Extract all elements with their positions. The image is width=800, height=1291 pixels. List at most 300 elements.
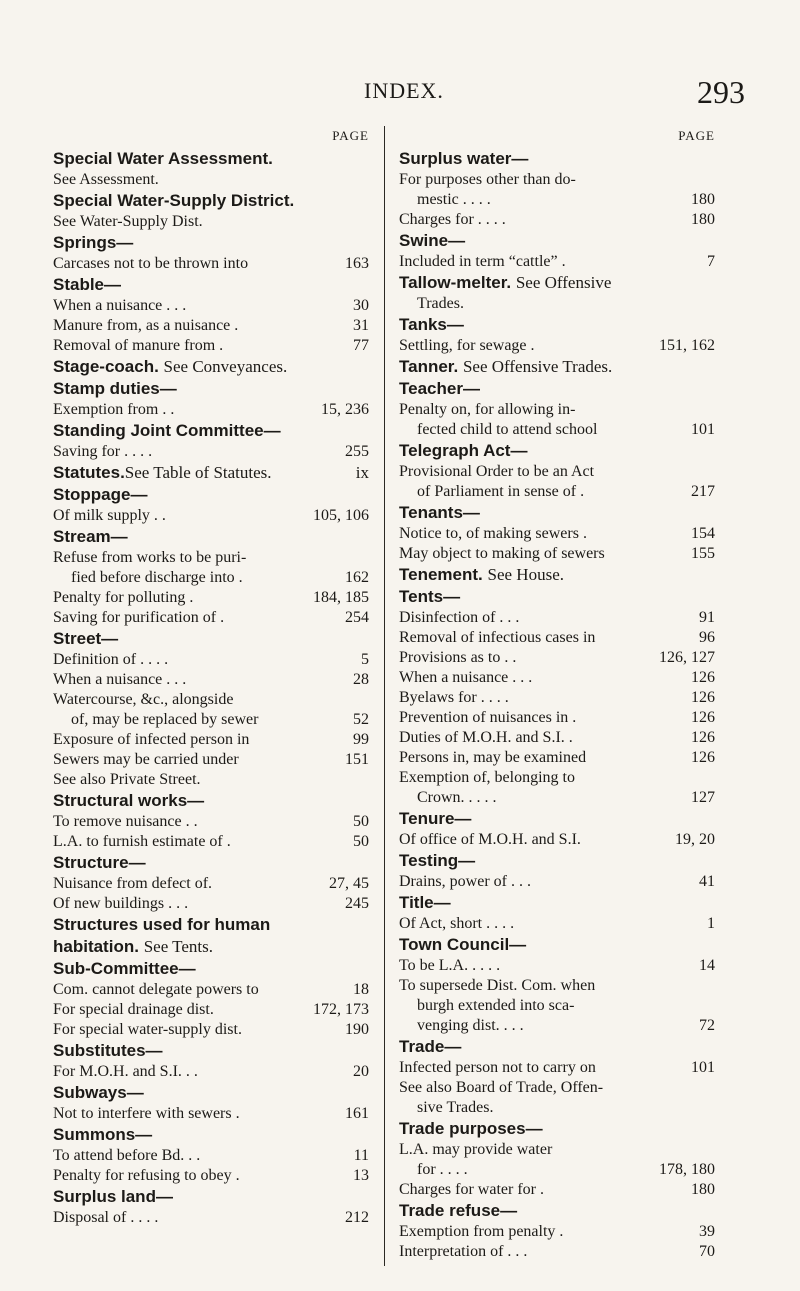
index-entry <box>53 526 369 628</box>
subentry-text: Watercourse, &c., alongside <box>53 691 234 708</box>
subentry-line <box>53 832 369 852</box>
entry-heading <box>53 852 369 874</box>
subentry-page-ref: 126 <box>691 669 715 686</box>
subentry-line <box>53 812 369 832</box>
subentry-page-ref: 180 <box>691 211 715 228</box>
subentry-text: See also Board of Trade, Offen- <box>399 1079 604 1096</box>
subentry-line <box>399 210 715 230</box>
subentry-text: When a nuisance . . . <box>399 669 533 686</box>
entry-heading <box>53 790 369 812</box>
subentry-line <box>53 1020 369 1040</box>
subentry-page-ref: 15, 236 <box>321 401 369 418</box>
subentry-page-ref: 28 <box>353 671 369 688</box>
subentry-line <box>399 336 715 356</box>
entry-heading-text: habitation. <box>53 937 139 956</box>
subentry-page-ref: 154 <box>691 525 715 542</box>
entry-heading-text: Tallow-melter. <box>399 273 512 292</box>
subentry-text: See Assessment. <box>53 171 159 188</box>
entry-heading <box>53 1040 369 1062</box>
index-entry <box>53 190 369 232</box>
entry-heading <box>399 892 715 914</box>
subentry-page-ref: 14 <box>699 957 715 974</box>
index-entry <box>53 378 369 420</box>
subentry-text: For special drainage dist. <box>53 1001 214 1018</box>
entry-heading <box>399 934 715 956</box>
subentry-text: May object to making of sewers <box>399 545 605 562</box>
subentry-text: Of milk supply . . <box>53 507 166 524</box>
subentry-page-ref: 126 <box>691 729 715 746</box>
entry-heading-text: Stoppage— <box>53 485 148 504</box>
entry-heading-text: Surplus water— <box>399 149 529 168</box>
subentry-page-ref: 163 <box>345 255 369 272</box>
subentry-page-ref: 155 <box>691 545 715 562</box>
subentry-line <box>53 442 369 462</box>
index-entry <box>399 230 715 272</box>
entry-heading <box>53 378 369 400</box>
subentry-text: fected child to attend school <box>417 421 598 438</box>
index-entry <box>399 850 715 892</box>
subentry-page-ref: 96 <box>699 629 715 646</box>
index-entry <box>53 790 369 852</box>
index-entry <box>53 1186 369 1228</box>
subentry-line <box>399 1058 715 1078</box>
subentry-page-ref: 180 <box>691 191 715 208</box>
index-entry <box>399 314 715 356</box>
subentry-line <box>53 980 369 1000</box>
subentry-line <box>399 872 715 892</box>
entry-heading-text: Tanks— <box>399 315 464 334</box>
entry-heading-text: Tenure— <box>399 809 472 828</box>
entry-heading-text: Telegraph Act— <box>399 441 528 460</box>
subentry-text: Notice to, of making sewers . <box>399 525 587 542</box>
subentry-page-ref: 5 <box>361 651 369 668</box>
subentry-line <box>399 956 715 976</box>
subentry-text: Exposure of infected person in <box>53 731 250 748</box>
index-entry <box>399 892 715 934</box>
entry-heading-text: Substitutes— <box>53 1041 163 1060</box>
entry-heading-text: Stable— <box>53 275 122 294</box>
subentry-line <box>399 628 715 648</box>
subentry-line <box>399 1242 715 1262</box>
subentry-text: Com. cannot delegate powers to <box>53 981 259 998</box>
subentry-line <box>399 1098 715 1118</box>
entry-heading <box>53 1082 369 1104</box>
entry-heading <box>53 420 369 442</box>
entry-heading <box>53 914 369 936</box>
subentry-text: Of office of M.O.H. and S.I. <box>399 831 581 848</box>
index-entry <box>399 1036 715 1118</box>
entry-heading-text: Swine— <box>399 231 466 250</box>
subentry-page-ref: 19, 20 <box>675 831 715 848</box>
subentry-page-ref: 13 <box>353 1167 369 1184</box>
subentry-line <box>53 750 369 770</box>
subentry-line <box>53 770 369 790</box>
entry-heading <box>399 1200 715 1222</box>
entry-heading-text: Stamp duties— <box>53 379 177 398</box>
entry-heading <box>399 502 715 524</box>
subentry-line <box>399 544 715 564</box>
subentry-line <box>53 1000 369 1020</box>
subentry-text: Carcases not to be thrown into <box>53 255 249 272</box>
subentry-text: Definition of . . . . <box>53 651 169 668</box>
entry-heading-text: Stage-coach. <box>53 357 159 376</box>
index-entry <box>53 232 369 274</box>
entry-cross-reference: See Tents. <box>143 937 214 956</box>
subentry-text: L.A. to furnish estimate of . <box>53 833 231 850</box>
subentry-text: fied before discharge into . <box>71 569 243 586</box>
subentry-page-ref: 126 <box>691 689 715 706</box>
subentry-line <box>399 1180 715 1200</box>
entry-heading <box>53 526 369 548</box>
subentry-line <box>53 730 369 750</box>
entry-heading <box>53 274 369 296</box>
subentry-line <box>399 190 715 210</box>
entry-heading-text: Summons— <box>53 1125 153 1144</box>
subentry-text: For M.O.H. and S.I. . . <box>53 1063 198 1080</box>
subentry-line <box>53 588 369 608</box>
index-entry <box>53 958 369 1040</box>
subentry-line <box>53 568 369 588</box>
subentry-page-ref: 11 <box>353 1147 369 1164</box>
subentry-line <box>53 710 369 730</box>
subentry-page-ref: 190 <box>345 1021 369 1038</box>
entry-heading-text: Special Water-Supply District. <box>53 191 295 210</box>
index-entry <box>399 356 715 378</box>
entry-cross-reference: See Conveyances. <box>163 357 288 376</box>
subentry-text: Crown. . . . . <box>417 789 497 806</box>
entry-heading-text: Tents— <box>399 587 461 606</box>
index-entry <box>53 628 369 790</box>
column-divider <box>384 126 385 1266</box>
subentry-line <box>53 650 369 670</box>
subentry-page-ref: 20 <box>353 1063 369 1080</box>
entry-heading-text: Trade refuse— <box>399 1201 518 1220</box>
subentry-line <box>399 728 715 748</box>
subentry-page-ref: 184, 185 <box>313 589 369 606</box>
subentry-page-ref: 255 <box>345 443 369 460</box>
subentry-line <box>53 400 369 420</box>
subentry-line <box>53 670 369 690</box>
subentry-page-ref: 212 <box>345 1209 369 1226</box>
subentry-page-ref: 30 <box>353 297 369 314</box>
subentry-text: venging dist. . . . <box>417 1017 524 1034</box>
subentry-page-ref: 101 <box>691 421 715 438</box>
entry-heading <box>399 272 715 294</box>
subentry-text: When a nuisance . . . <box>53 297 187 314</box>
index-entry <box>399 148 715 230</box>
entry-heading-text: Town Council— <box>399 935 527 954</box>
subentry-line <box>399 1140 715 1160</box>
entry-heading-text: Street— <box>53 629 119 648</box>
subentry-text: Of new buildings . . . <box>53 895 189 912</box>
entry-heading <box>399 148 715 170</box>
subentry-line <box>53 506 369 526</box>
index-entry <box>53 1082 369 1124</box>
subentry-text: Penalty for refusing to obey . <box>53 1167 240 1184</box>
subentry-line <box>399 400 715 420</box>
subentry-text: Not to interfere with sewers . <box>53 1105 240 1122</box>
subentry-line <box>399 524 715 544</box>
entry-heading-text: Structural works— <box>53 791 205 810</box>
entry-heading <box>53 190 369 212</box>
entry-heading <box>399 850 715 872</box>
subentry-page-ref: 41 <box>699 873 715 890</box>
subentry-text: See also Private Street. <box>53 771 201 788</box>
subentry-page-ref: 162 <box>345 569 369 586</box>
index-entry <box>399 1118 715 1200</box>
entry-heading <box>399 378 715 400</box>
subentry-text: Removal of manure from . <box>53 337 224 354</box>
index-entry <box>53 914 369 958</box>
index-entry <box>399 272 715 314</box>
subentry-line <box>399 170 715 190</box>
subentry-page-ref: 180 <box>691 1181 715 1198</box>
subentry-text: To attend before Bd. . . <box>53 1147 201 1164</box>
subentry-line <box>53 608 369 628</box>
subentry-line <box>399 1222 715 1242</box>
subentry-text: Infected person not to carry on <box>399 1059 596 1076</box>
index-column-left <box>53 128 369 1228</box>
subentry-text: sive Trades. <box>417 1099 494 1116</box>
subentry-text: For purposes other than do- <box>399 171 576 188</box>
index-entry <box>53 1040 369 1082</box>
subentry-line <box>399 252 715 272</box>
subentry-text: Included in term “cattle” . <box>399 253 566 270</box>
subentry-line <box>399 1078 715 1098</box>
subentry-page-ref: 161 <box>345 1105 369 1122</box>
subentry-page-ref: 126, 127 <box>659 649 715 666</box>
subentry-page-ref: 172, 173 <box>313 1001 369 1018</box>
index-entry <box>399 934 715 1036</box>
entry-heading-text: Tenement. <box>399 565 483 584</box>
subentry-line <box>399 462 715 482</box>
entry-heading-text: Surplus land— <box>53 1187 173 1206</box>
entry-heading <box>53 232 369 254</box>
index-entry <box>53 1124 369 1186</box>
subentry-text: Exemption of, belonging to <box>399 769 575 786</box>
subentry-line <box>399 996 715 1016</box>
subentry-text: Drains, power of . . . <box>399 873 531 890</box>
entry-heading-continuation <box>53 936 369 958</box>
entry-heading <box>399 1118 715 1140</box>
entry-heading <box>53 628 369 650</box>
subentry-page-ref: 18 <box>353 981 369 998</box>
running-title: INDEX. <box>364 78 444 103</box>
index-column-right <box>399 128 715 1262</box>
subentry-text: For special water-supply dist. <box>53 1021 242 1038</box>
subentry-text: Sewers may be carried under <box>53 751 239 768</box>
subentry-line <box>399 788 715 808</box>
entry-heading-text: Trade purposes— <box>399 1119 543 1138</box>
subentry-line <box>53 548 369 568</box>
subentry-line <box>399 976 715 996</box>
index-entry <box>53 356 369 378</box>
entry-heading-text: Tanner. <box>399 357 459 376</box>
subentry-line <box>399 1016 715 1036</box>
entry-heading-text: Title— <box>399 893 451 912</box>
entry-cross-reference: See Offensive <box>515 273 612 292</box>
index-entry <box>53 852 369 914</box>
subentry-text: To supersede Dist. Com. when <box>399 977 596 994</box>
subentry-text: Interpretation of . . . <box>399 1243 528 1260</box>
subentry-line <box>53 874 369 894</box>
entry-heading-text: Trade— <box>399 1037 462 1056</box>
subentry-text: Nuisance from defect of. <box>53 875 213 892</box>
subentry-line <box>399 830 715 850</box>
subentry-text: Saving for purification of . <box>53 609 225 626</box>
entry-heading-text: Statutes. <box>53 463 125 482</box>
subentry-text: for . . . . <box>417 1161 468 1178</box>
subentry-text: To remove nuisance . . <box>53 813 198 830</box>
subentry-page-ref: 178, 180 <box>659 1161 715 1178</box>
subentry-text: Provisional Order to be an Act <box>399 463 595 480</box>
subentry-line <box>399 708 715 728</box>
index-entry <box>399 564 715 586</box>
subentry-line <box>53 296 369 316</box>
entry-heading-text: Testing— <box>399 851 476 870</box>
subentry-text: Saving for . . . . <box>53 443 153 460</box>
subentry-page-ref: 52 <box>353 711 369 728</box>
entry-heading-text: Springs— <box>53 233 134 252</box>
subentry-text: Exemption from . . <box>53 401 175 418</box>
entry-heading-text: Sub-Committee— <box>53 959 196 978</box>
index-entry <box>53 484 369 526</box>
subentry-page-ref: 91 <box>699 609 715 626</box>
subentry-page-ref: 105, 106 <box>313 507 369 524</box>
page-number: 293 <box>697 74 745 110</box>
subentry-page-ref: 27, 45 <box>329 875 369 892</box>
subentry-page-ref: 50 <box>353 813 369 830</box>
subentry-page-ref: 151, 162 <box>659 337 715 354</box>
entry-heading-text: Tenants— <box>399 503 480 522</box>
entry-heading <box>53 958 369 980</box>
subentry-page-ref: 39 <box>699 1223 715 1240</box>
subentry-page-ref: 31 <box>353 317 369 334</box>
subentry-page-ref: 126 <box>691 709 715 726</box>
entry-heading <box>399 314 715 336</box>
entry-heading <box>53 484 369 506</box>
entry-heading <box>399 808 715 830</box>
entry-heading <box>399 440 715 462</box>
index-entry <box>399 502 715 564</box>
entry-heading <box>399 586 715 608</box>
subentry-line <box>399 420 715 440</box>
entry-heading-text: Structure— <box>53 853 146 872</box>
subentry-line <box>399 668 715 688</box>
subentry-text: Charges for . . . . <box>399 211 506 228</box>
subentry-text: of Parliament in sense of . <box>417 483 585 500</box>
subentry-text: Disposal of . . . . <box>53 1209 159 1226</box>
subentry-line <box>399 688 715 708</box>
subentry-line <box>399 748 715 768</box>
index-entry <box>399 586 715 808</box>
subentry-line <box>399 482 715 502</box>
subentry-text: Settling, for sewage . <box>399 337 535 354</box>
index-entry <box>399 808 715 850</box>
subentry-text: L.A. may provide water <box>399 1141 553 1158</box>
entry-cross-reference: See Offensive Trades. <box>462 357 613 376</box>
entry-cross-reference: See Table of Statutes. <box>124 463 272 482</box>
entry-heading-text: Standing Joint Committee— <box>53 421 281 440</box>
subentry-text: Of Act, short . . . . <box>399 915 515 932</box>
entry-page-ref: ix <box>355 463 369 482</box>
subentry-text: Prevention of nuisances in . <box>399 709 577 726</box>
index-entry <box>53 148 369 190</box>
subentry-text: Exemption from penalty . <box>399 1223 564 1240</box>
subentry-line <box>53 212 369 232</box>
subentry-text: Byelaws for . . . . <box>399 689 509 706</box>
subentry-line <box>399 608 715 628</box>
subentry-page-ref: 7 <box>707 253 715 270</box>
subentry-page-ref: 50 <box>353 833 369 850</box>
subentry-line <box>53 254 369 274</box>
subentry-line <box>53 894 369 914</box>
entry-heading <box>53 1186 369 1208</box>
entry-heading-text: Stream— <box>53 527 128 546</box>
subentry-text: of, may be replaced by sewer <box>71 711 259 728</box>
subentry-page-ref: 127 <box>691 789 715 806</box>
subentry-text: Trades. <box>417 295 464 312</box>
entry-heading <box>53 148 369 170</box>
subentry-line <box>399 294 715 314</box>
subentry-text: Persons in, may be examined <box>399 749 587 766</box>
subentry-page-ref: 99 <box>353 731 369 748</box>
running-head <box>0 74 800 110</box>
subentry-line <box>399 648 715 668</box>
subentry-page-ref: 1 <box>707 915 715 932</box>
entry-heading <box>399 1036 715 1058</box>
index-entry <box>399 440 715 502</box>
subentry-line <box>399 1160 715 1180</box>
subentry-page-ref: 217 <box>691 483 715 500</box>
index-entry <box>399 378 715 440</box>
subentry-text: mestic . . . . <box>417 191 491 208</box>
subentry-page-ref: 151 <box>345 751 369 768</box>
entry-heading <box>399 564 715 586</box>
subentry-page-ref: 72 <box>699 1017 715 1034</box>
entry-heading-text: Structures used for human <box>53 915 271 934</box>
subentry-text: Provisions as to . . <box>399 649 517 666</box>
subentry-page-ref: 126 <box>691 749 715 766</box>
subentry-text: Duties of M.O.H. and S.I. . <box>399 729 573 746</box>
subentry-line <box>53 170 369 190</box>
subentry-page-ref: 254 <box>345 609 369 626</box>
subentry-line <box>53 1208 369 1228</box>
index-entry <box>53 274 369 356</box>
entry-heading <box>53 356 369 378</box>
subentry-text: Refuse from works to be puri- <box>53 549 247 566</box>
subentry-text: See Water-Supply Dist. <box>53 213 203 230</box>
subentry-text: Penalty on, for allowing in- <box>399 401 576 418</box>
entry-heading-text: Special Water Assessment. <box>53 149 273 168</box>
entry-heading-text: Teacher— <box>399 379 480 398</box>
subentry-page-ref: 70 <box>699 1243 715 1260</box>
page-column-label: PAGE <box>678 128 715 143</box>
subentry-line <box>399 768 715 788</box>
subentry-text: To be L.A. . . . . <box>399 957 501 974</box>
subentry-line <box>53 1062 369 1082</box>
subentry-text: Charges for water for . <box>399 1181 544 1198</box>
index-entry <box>399 1200 715 1262</box>
subentry-text: Disinfection of . . . <box>399 609 520 626</box>
subentry-text: Removal of infectious cases in <box>399 629 596 646</box>
subentry-text: Penalty for polluting . <box>53 589 194 606</box>
subentry-page-ref: 77 <box>353 337 369 354</box>
subentry-text: burgh extended into sca- <box>417 997 575 1014</box>
subentry-page-ref: 245 <box>345 895 369 912</box>
subentry-line <box>399 914 715 934</box>
subentry-line <box>53 336 369 356</box>
